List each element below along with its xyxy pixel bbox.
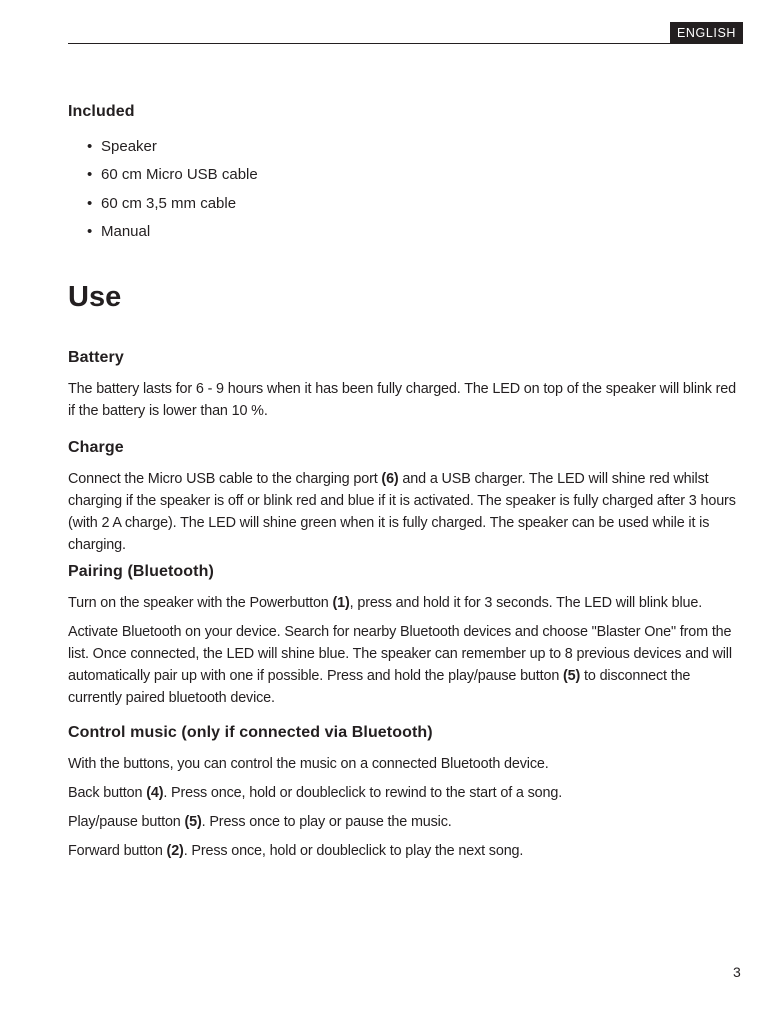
back-button-text: Back button (4). Press once, hold or doubleclick to rewind to the start of a song. (68, 785, 563, 801)
list-item: • 60 cm 3,5 mm cable (87, 193, 258, 221)
play-pause-text: Play/pause button (5). Press once to play or pause the music. (68, 814, 452, 830)
pairing-heading: Pairing (Bluetooth) (68, 563, 214, 580)
power-button-ref: (1) (332, 595, 350, 611)
control-intro: With the buttons, you can control the music on a connected Bluetooth device. (68, 756, 549, 772)
list-item: • 60 cm Micro USB cable (87, 164, 258, 192)
bullet-icon: • (87, 194, 93, 212)
forward-button-text: Forward button (2). Press once, hold or doubleclick to play the next song. (68, 843, 524, 859)
control-heading: Control music (only if connected via Bluetooth) (68, 724, 433, 741)
bullet-icon: • (87, 223, 93, 241)
pairing-text-1: Turn on the speaker with the Powerbutton (1), press and hold it for 3 seconds. The LED will blink blue. (68, 595, 703, 611)
charging-port-ref: (6) (381, 471, 399, 487)
back-button-ref: (4) (146, 785, 164, 801)
play-pause-button-ref: (5) (184, 814, 202, 830)
included-list (87, 136, 258, 250)
pairing-text-2: Activate Bluetooth on your device. Search for nearby Bluetooth devices and choose "Blaster One" from the list. Once connected, the LED will shine blue. The speaker can remember up to 8 previous devices and will automatically pair up with one if possible. Press and hold the play/pause button (5) to disconnect the currently paired bluetooth device. (68, 624, 732, 706)
forward-button-ref: (2) (166, 843, 184, 859)
list-item: • Manual (87, 221, 258, 249)
charge-heading: Charge (68, 439, 124, 456)
charge-text: Connect the Micro USB cable to the charging port (6) and a USB charger. The LED will shine red whilst charging if the speaker is off or blink red and blue if it is activated. The speaker is fully charged after 3 hours (with 2 A charge). The LED will shine green when it is fully charged. The speaker can be used while it is charging. (68, 471, 736, 553)
play-pause-ref: (5) (563, 668, 581, 684)
use-heading: Use (68, 281, 122, 313)
bullet-icon: • (87, 166, 93, 184)
language-badge: ENGLISH (670, 22, 743, 44)
page-number: 3 (733, 964, 741, 980)
list-item: • Speaker (87, 136, 258, 164)
battery-text: The battery lasts for 6 - 9 hours when it has been fully charged. The LED on top of the speaker will blink red if the battery is lower than 10 %. (68, 381, 736, 419)
bullet-icon: • (87, 138, 93, 155)
header-rule (68, 43, 742, 44)
battery-heading: Battery (68, 349, 124, 366)
included-heading: Included (68, 103, 135, 120)
